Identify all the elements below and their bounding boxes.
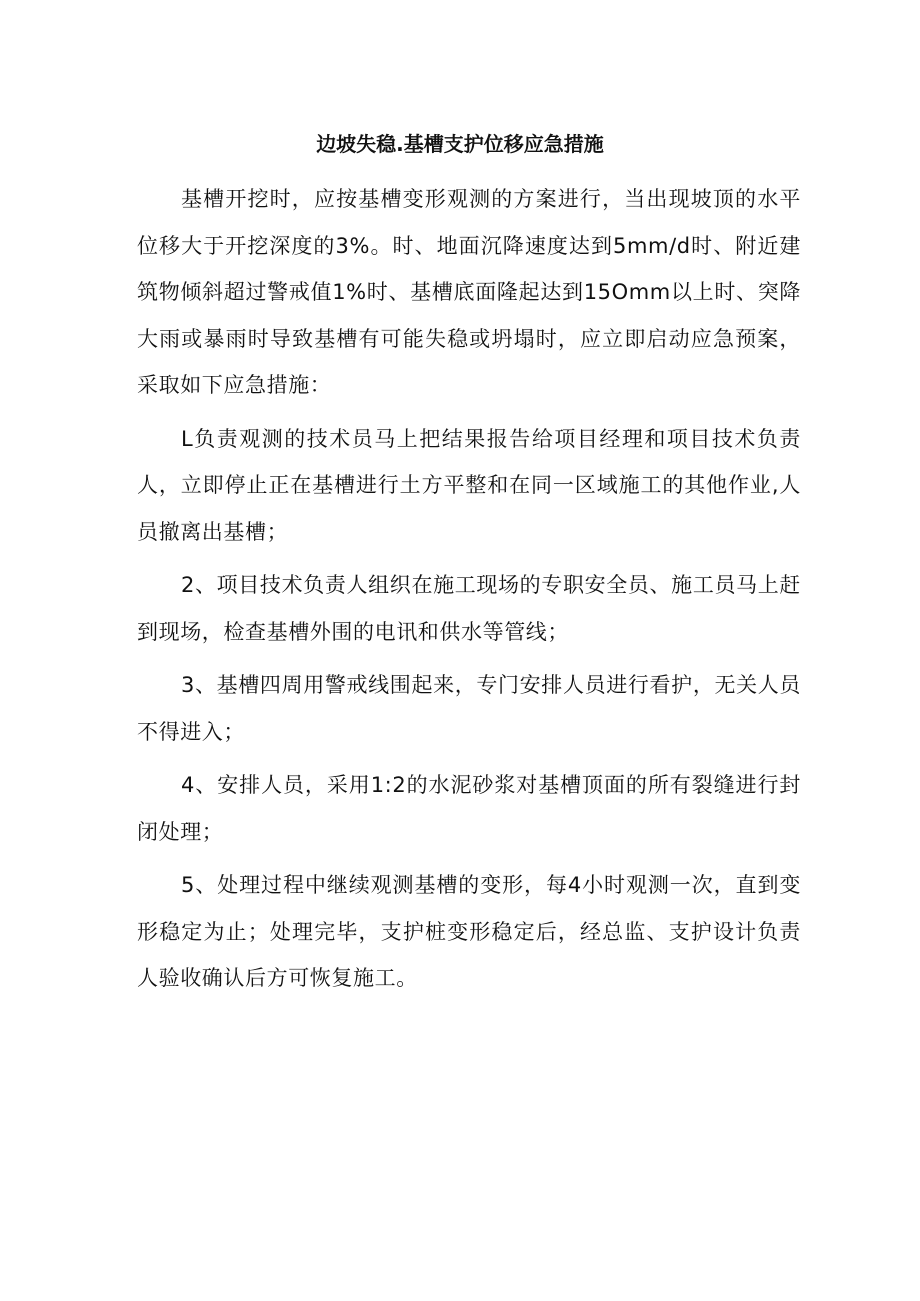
document-body: [137, 176, 801, 1009]
paragraph-intro: 基槽开挖时，应按基槽变形观测的方案进行，当出现坡顶的水平位移大于开挖深度的3%。时、地面沉降速度达到5mm∕d时、附近建筑物倾斜超过警戒值1%时、基槽底面隆起达到15Omm以上时、突降大雨或暴雨时导致基槽有可能失稳或坍塌时，应立即启动应急预案，采取如下应急措施：: [137, 187, 801, 397]
paragraph-step-2: 2、项目技术负责人组织在施工现场的专职安全员、施工员马上赶到现场，检查基槽外围的电讯和供水等管线；: [137, 573, 801, 644]
paragraph-step-5: 5、处理过程中继续观测基槽的变形，每4小时观测一次，直到变形稳定为止；处理完毕，支护桩变形稳定后，经总监、支护设计负责人验收确认后方可恢复施工。: [137, 873, 801, 990]
paragraph-step-4: 4、安排人员，采用1:2的水泥砂浆对基槽顶面的所有裂缝进行封闭处理；: [137, 773, 801, 844]
paragraph-step-3: 3、基槽四周用警戒线围起来，专门安排人员进行看护，无关人员不得进入；: [137, 673, 801, 744]
paragraph-step-1: L负责观测的技术员马上把结果报告给项目经理和项目技术负责人，立即停止正在基槽进行土方平整和在同一区域施工的其他作业,人员撤离出基槽；: [137, 426, 801, 544]
document-title: 边坡失稳.基槽支护位移应急措施: [316, 132, 604, 156]
